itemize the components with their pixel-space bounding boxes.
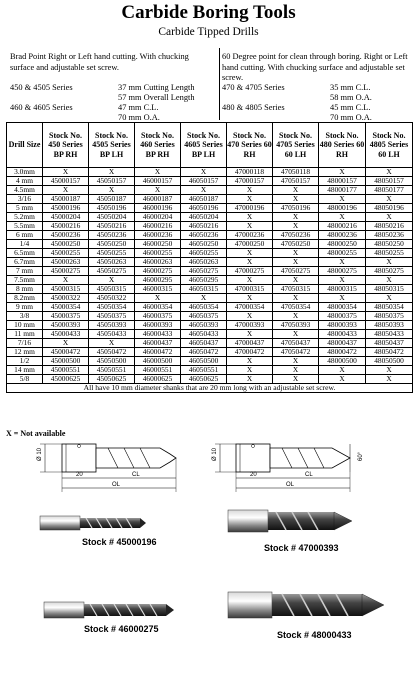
stock-number-cell: 46000216	[135, 222, 181, 231]
stock-number-cell: 48000375	[319, 312, 366, 321]
stock-number-cell: X	[273, 258, 319, 267]
stock-number-cell: 48000236	[319, 231, 366, 240]
stock-number-cell: 46050196	[181, 204, 227, 213]
spec-value: 70 mm O.A.	[118, 113, 160, 122]
stock-number-cell: 45050393	[89, 321, 135, 330]
shank-label: 20	[250, 472, 257, 478]
diagram-brad-point	[37, 444, 176, 492]
drill-size-cell: 7 mm	[7, 267, 43, 276]
spec-row	[10, 93, 215, 103]
stock-number-cell: 47050118	[273, 168, 319, 177]
stock-number-cell: X	[273, 330, 319, 339]
stock-number-cell: X	[319, 213, 366, 222]
cl-label: CL	[305, 472, 313, 478]
drill-photo-47000393	[228, 510, 352, 532]
stock-number-cell: X	[227, 294, 273, 303]
stock-number-cell: X	[273, 357, 319, 366]
stock-number-cell: X	[319, 366, 366, 375]
stock-number-cell: 47000437	[227, 339, 273, 348]
stock-number-cell: 48050354	[366, 303, 413, 312]
drill-size-cell: 5.5mm	[7, 222, 43, 231]
stock-number-cell: 45000157	[43, 177, 89, 186]
page-subtitle: Carbide Tipped Drills	[158, 26, 259, 38]
stock-number-cell: X	[366, 276, 413, 285]
stock-number-cell: X	[43, 186, 89, 195]
stock-number-cell: 45000236	[43, 231, 89, 240]
table-header-row	[7, 123, 413, 168]
stock-number-cell: 46050250	[181, 240, 227, 249]
stock-number-cell: 48050250	[366, 240, 413, 249]
stock-number-cell: X	[89, 168, 135, 177]
stock-number-cell: 46050255	[181, 249, 227, 258]
stock-number-cell: 47000250	[227, 240, 273, 249]
stock-number-cell: 45000625	[43, 375, 89, 384]
stock-number-cell: 48050315	[366, 285, 413, 294]
stock-number-cell: 45000551	[43, 366, 89, 375]
stock-number-cell: 45050433	[89, 330, 135, 339]
stock-number-cell: 46050236	[181, 231, 227, 240]
column-header-stock: Stock No. 460 Series BP RH	[135, 123, 181, 168]
stock-number-cell: X	[366, 366, 413, 375]
stock-number-cell: 45050551	[89, 366, 135, 375]
stock-number-cell: 48050157	[366, 177, 413, 186]
stock-number-cell: 48000437	[319, 339, 366, 348]
caption-47000393: Stock # 47000393	[264, 543, 339, 553]
stock-number-cell: 46000204	[135, 213, 181, 222]
spec-row	[222, 93, 414, 103]
stock-number-cell: 46000551	[135, 366, 181, 375]
stock-number-cell: 45050196	[89, 204, 135, 213]
stock-number-cell: X	[43, 168, 89, 177]
stock-number-cell: 46050275	[181, 267, 227, 276]
diagram-flute-body	[96, 448, 176, 468]
stock-number-cell: 47000118	[227, 168, 273, 177]
stock-number-cell: 45050354	[89, 303, 135, 312]
stock-number-cell: 45000500	[43, 357, 89, 366]
stock-number-cell: 45000204	[43, 213, 89, 222]
drill-size-cell: 3.0mm	[7, 168, 43, 177]
stock-number-cell: 47050236	[273, 231, 319, 240]
stock-number-cell: 46000433	[135, 330, 181, 339]
stock-number-cell: 46000625	[135, 375, 181, 384]
stock-number-cell: X	[273, 249, 319, 258]
stock-number-cell: 46000157	[135, 177, 181, 186]
stock-number-cell: X	[135, 294, 181, 303]
stock-number-cell: 48050255	[366, 249, 413, 258]
stock-number-cell: X	[366, 195, 413, 204]
stock-number-cell: 45000275	[43, 267, 89, 276]
stock-number-cell: 45050216	[89, 222, 135, 231]
caption-46000275: Stock # 46000275	[84, 624, 159, 634]
stock-number-cell: 46000255	[135, 249, 181, 258]
stock-number-cell: X	[227, 249, 273, 258]
stock-number-cell: 46000196	[135, 204, 181, 213]
stock-number-cell: 48050433	[366, 330, 413, 339]
stock-number-cell: 47000196	[227, 204, 273, 213]
stock-number-cell: 46000275	[135, 267, 181, 276]
stock-number-cell: 45000322	[43, 294, 89, 303]
drill-size-cell: 7/16	[7, 339, 43, 348]
stock-number-cell: X	[273, 276, 319, 285]
stock-number-cell: X	[366, 168, 413, 177]
stock-number-cell: 47000472	[227, 348, 273, 357]
stock-number-cell: X	[273, 294, 319, 303]
drill-size-cell: 11 mm	[7, 330, 43, 339]
description-divider	[219, 48, 220, 120]
stock-number-cell: X	[227, 357, 273, 366]
caption-48000433: Stock # 48000433	[277, 630, 352, 640]
stock-number-cell: 47050393	[273, 321, 319, 330]
stock-number-cell: X	[227, 195, 273, 204]
drill-size-cell: 1/2	[7, 357, 43, 366]
stock-number-cell: 45050275	[89, 267, 135, 276]
description-right: 60 Degree point for clean through boring. Right or Left hand cutting. With chucking surface and adjustable set screw.	[222, 52, 408, 82]
stock-number-cell: 48000177	[319, 186, 366, 195]
drill-size-cell: 3/8	[7, 312, 43, 321]
spec-row	[10, 103, 215, 113]
stock-number-cell: X	[227, 258, 273, 267]
dia-label: Ø 10	[212, 447, 218, 461]
column-header-stock: Stock No. 470 Series 60 RH	[227, 123, 273, 168]
stock-number-cell: 46050472	[181, 348, 227, 357]
stock-number-cell: 48000393	[319, 321, 366, 330]
stock-number-cell: X	[227, 375, 273, 384]
stock-number-cell: X	[89, 186, 135, 195]
stock-number-cell: 45000472	[43, 348, 89, 357]
stock-number-cell: 48000472	[319, 348, 366, 357]
column-header-drill-size: Drill Size	[7, 123, 43, 168]
diagram-60-degree	[212, 444, 364, 492]
stock-number-cell: 45000315	[43, 285, 89, 294]
stock-number-cell: 47000157	[227, 177, 273, 186]
stock-number-cell: 48050500	[366, 357, 413, 366]
stock-number-cell: 48050216	[366, 222, 413, 231]
stock-number-cell: 48050393	[366, 321, 413, 330]
stock-number-cell: X	[227, 312, 273, 321]
stock-number-cell: X	[181, 186, 227, 195]
stock-number-cell: X	[366, 213, 413, 222]
stock-number-cell: 46050375	[181, 312, 227, 321]
specs-left	[10, 83, 215, 123]
stock-number-cell: X	[319, 195, 366, 204]
stock-number-cell: 48050375	[366, 312, 413, 321]
table-note: All have 10 mm diameter shanks that are 20 mm long with an adjustable set screw.	[7, 384, 413, 393]
stock-number-cell: 47050275	[273, 267, 319, 276]
stock-number-cell: 46000236	[135, 231, 181, 240]
stock-number-cell: 45050157	[89, 177, 135, 186]
stock-number-cell: 45050263	[89, 258, 135, 267]
stock-number-cell: X	[319, 294, 366, 303]
drill-size-cell: 9 mm	[7, 303, 43, 312]
stock-number-cell: 46050157	[181, 177, 227, 186]
stock-number-cell: 46000375	[135, 312, 181, 321]
drill-illustrations	[0, 440, 417, 671]
caption-45000196: Stock # 45000196	[82, 537, 157, 547]
stock-number-cell: X	[181, 168, 227, 177]
column-header-stock: Stock No. 4605 Series BP LH	[181, 123, 227, 168]
stock-number-cell: 47050157	[273, 177, 319, 186]
stock-number-cell: 46050433	[181, 330, 227, 339]
column-header-stock: Stock No. 4505 Series BP LH	[89, 123, 135, 168]
stock-number-cell: 46050187	[181, 195, 227, 204]
stock-number-cell: 46050315	[181, 285, 227, 294]
spec-value: 37 mm Cutting Length	[118, 83, 195, 92]
stock-number-cell: 45000250	[43, 240, 89, 249]
stock-number-cell: 48050196	[366, 204, 413, 213]
stock-number-cell: X	[227, 186, 273, 195]
stock-number-cell: 45050255	[89, 249, 135, 258]
stock-number-cell: 45050375	[89, 312, 135, 321]
drill-size-cell: 8 mm	[7, 285, 43, 294]
page-title: Carbide Boring Tools	[121, 2, 296, 23]
angle-label: 60°	[358, 451, 364, 461]
stock-number-cell: 47050437	[273, 339, 319, 348]
stock-number-cell: X	[43, 276, 89, 285]
column-header-stock: Stock No. 480 Series 60 RH	[319, 123, 366, 168]
column-header-stock: Stock No. 4805 Series 60 LH	[366, 123, 413, 168]
stock-number-cell: 45000263	[43, 258, 89, 267]
drill-size-cell: 12 mm	[7, 348, 43, 357]
stock-number-cell: X	[273, 195, 319, 204]
drill-size-cell: 4 mm	[7, 177, 43, 186]
drill-size-cell: 1/4	[7, 240, 43, 249]
stock-number-cell: 45000433	[43, 330, 89, 339]
stock-number-cell: 45050322	[89, 294, 135, 303]
stock-number-cell: 48050275	[366, 267, 413, 276]
stock-number-cell: 45050472	[89, 348, 135, 357]
stock-number-cell: 46000315	[135, 285, 181, 294]
spec-series: 470 & 4705 Series	[222, 83, 285, 92]
drill-size-cell: 14 mm	[7, 366, 43, 375]
stock-number-cell: 48000500	[319, 357, 366, 366]
stock-number-cell: 45000393	[43, 321, 89, 330]
shank-label: 20	[76, 472, 83, 478]
drill-table	[6, 122, 413, 393]
stock-number-cell: 45050187	[89, 195, 135, 204]
spec-series: 480 & 4805 Series	[222, 103, 285, 112]
stock-number-cell: 45000255	[43, 249, 89, 258]
stock-number-cell: 47000275	[227, 267, 273, 276]
stock-number-cell: X	[273, 366, 319, 375]
stock-number-cell: 48000196	[319, 204, 366, 213]
stock-number-cell: 48050472	[366, 348, 413, 357]
stock-number-cell: 47000236	[227, 231, 273, 240]
stock-number-cell: X	[273, 312, 319, 321]
stock-number-cell: 45000196	[43, 204, 89, 213]
specs-right	[222, 83, 414, 123]
drill-size-cell: 7.5mm	[7, 276, 43, 285]
stock-number-cell: 47050196	[273, 204, 319, 213]
stock-number-cell: 46000263	[135, 258, 181, 267]
spec-row	[222, 103, 414, 113]
stock-number-cell: 47050354	[273, 303, 319, 312]
column-header-stock: Stock No. 450 Series BP RH	[43, 123, 89, 168]
drill-size-cell: 5 mm	[7, 204, 43, 213]
stock-number-cell: 48000157	[319, 177, 366, 186]
stock-number-cell: X	[319, 276, 366, 285]
stock-number-cell: 46050625	[181, 375, 227, 384]
stock-number-cell: 48000255	[319, 249, 366, 258]
stock-number-cell: X	[89, 339, 135, 348]
stock-number-cell: X	[366, 375, 413, 384]
drill-size-cell: 4.5mm	[7, 186, 43, 195]
stock-number-cell: X	[227, 222, 273, 231]
diagram-shank	[236, 444, 270, 472]
stock-number-cell: 48000216	[319, 222, 366, 231]
drill-size-cell: 6 mm	[7, 231, 43, 240]
stock-number-cell: 46000250	[135, 240, 181, 249]
spec-value: 70 mm O.A.	[330, 113, 372, 122]
stock-number-cell: X	[227, 213, 273, 222]
spec-series: 450 & 4505 Series	[10, 83, 73, 92]
diagram-flute-body	[270, 448, 350, 468]
ol-label: OL	[112, 482, 121, 488]
stock-number-cell: X	[43, 339, 89, 348]
stock-number-cell: 46050204	[181, 213, 227, 222]
stock-number-cell: X	[227, 330, 273, 339]
drill-photo-45000196	[40, 516, 146, 530]
stock-number-cell: 46050437	[181, 339, 227, 348]
stock-number-cell: 45050204	[89, 213, 135, 222]
spec-value: 45 mm C.L.	[330, 103, 371, 112]
stock-number-cell: 48000354	[319, 303, 366, 312]
stock-number-cell: 46050393	[181, 321, 227, 330]
stock-number-cell: 46000187	[135, 195, 181, 204]
stock-number-cell: X	[135, 168, 181, 177]
stock-number-cell: 48050177	[366, 186, 413, 195]
drill-size-cell: 8.2mm	[7, 294, 43, 303]
stock-number-cell: 46000437	[135, 339, 181, 348]
drill-photo-48000433	[228, 592, 384, 618]
stock-number-cell: 48000250	[319, 240, 366, 249]
stock-number-cell: 46000354	[135, 303, 181, 312]
spec-value: 47 mm C.L.	[118, 103, 159, 112]
spec-series: 460 & 4605 Series	[10, 103, 73, 112]
stock-number-cell: 46000393	[135, 321, 181, 330]
stock-number-cell: 47050250	[273, 240, 319, 249]
column-header-stock: Stock No. 4705 Series 60 LH	[273, 123, 319, 168]
stock-number-cell: 48000433	[319, 330, 366, 339]
stock-number-cell: 47000315	[227, 285, 273, 294]
spec-value: 35 mm C.L.	[330, 83, 371, 92]
stock-number-cell: 46000295	[135, 276, 181, 285]
stock-number-cell: X	[89, 276, 135, 285]
photo-area	[0, 440, 417, 671]
stock-number-cell: X	[181, 294, 227, 303]
stock-number-cell: 45050500	[89, 357, 135, 366]
stock-number-cell: 47000354	[227, 303, 273, 312]
drill-size-cell: 3/16	[7, 195, 43, 204]
stock-number-cell: 45000375	[43, 312, 89, 321]
stock-number-cell: X	[366, 294, 413, 303]
drill-photo-46000275	[44, 602, 174, 618]
stock-number-cell: 46050500	[181, 357, 227, 366]
stock-number-cell: X	[319, 168, 366, 177]
stock-number-cell: X	[273, 186, 319, 195]
stock-number-cell: 45000187	[43, 195, 89, 204]
stock-number-cell: 47050315	[273, 285, 319, 294]
stock-number-cell: 45050625	[89, 375, 135, 384]
stock-number-cell: 45000216	[43, 222, 89, 231]
spec-row	[222, 83, 414, 93]
stock-number-cell: 46050263	[181, 258, 227, 267]
stock-number-cell: 48050437	[366, 339, 413, 348]
stock-number-cell: 46050354	[181, 303, 227, 312]
diagram-shank	[62, 444, 96, 472]
drill-size-cell: 5/8	[7, 375, 43, 384]
stock-number-cell: 45050250	[89, 240, 135, 249]
stock-number-cell: 48000275	[319, 267, 366, 276]
cl-label: CL	[132, 472, 140, 478]
stock-number-cell: 46050551	[181, 366, 227, 375]
stock-number-cell: 45000354	[43, 303, 89, 312]
stock-number-cell: 45050236	[89, 231, 135, 240]
stock-number-cell: X	[273, 213, 319, 222]
stock-number-cell: 46000472	[135, 348, 181, 357]
drill-size-cell: 10 mm	[7, 321, 43, 330]
spec-row	[10, 83, 215, 93]
spec-value: 57 mm Overall Length	[118, 93, 195, 102]
description-left: Brad Point Right or Left hand cutting. With chucking surface and adjustable set screw.	[10, 52, 189, 72]
drill-size-cell: 6.7mm	[7, 258, 43, 267]
stock-number-cell: X	[227, 276, 273, 285]
legend-note: X = Not available	[6, 429, 66, 438]
stock-number-cell: 48050236	[366, 231, 413, 240]
stock-number-cell: X	[319, 375, 366, 384]
stock-number-cell: X	[273, 222, 319, 231]
stock-number-cell: 46050216	[181, 222, 227, 231]
stock-number-cell: X	[135, 186, 181, 195]
stock-number-cell: X	[227, 366, 273, 375]
stock-number-cell: 47000393	[227, 321, 273, 330]
stock-number-cell: 46050295	[181, 276, 227, 285]
stock-number-cell: X	[273, 375, 319, 384]
dia-label: Ø 10	[37, 447, 43, 461]
drill-size-cell: 6.5mm	[7, 249, 43, 258]
stock-number-cell: X	[366, 258, 413, 267]
table-note-row	[7, 384, 413, 393]
stock-number-cell: 45050315	[89, 285, 135, 294]
ol-label: OL	[286, 482, 295, 488]
drill-size-cell: 5.2mm	[7, 213, 43, 222]
stock-number-cell: X	[319, 258, 366, 267]
stock-number-cell: 46000500	[135, 357, 181, 366]
spec-value: 58 mm O.A.	[330, 93, 372, 102]
stock-number-cell: 48000315	[319, 285, 366, 294]
stock-number-cell: 47050472	[273, 348, 319, 357]
